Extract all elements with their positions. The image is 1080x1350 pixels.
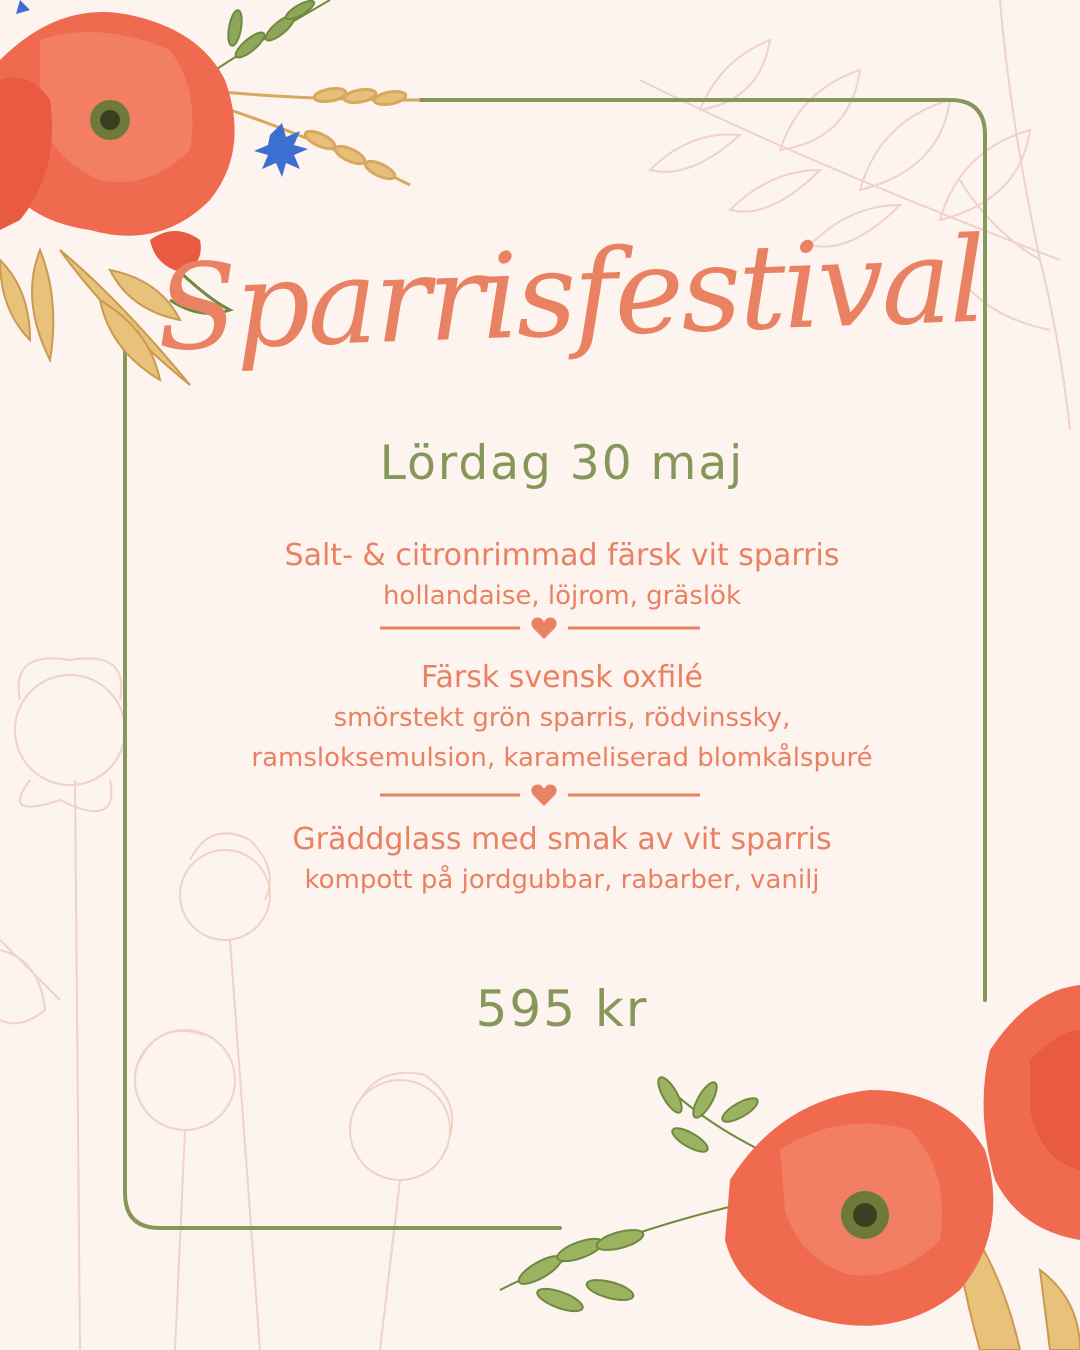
course-3-name: Gräddglass med smak av vit sparris [292, 822, 832, 857]
course-2-desc-line-1: smörstekt grön sparris, rödvinssky, [333, 703, 791, 733]
poppy-flower-icon [984, 985, 1080, 1240]
menu-price: 595 kr [475, 980, 649, 1038]
heart-divider-1 [380, 613, 700, 643]
festival-title: Sparrisfestival [154, 210, 986, 378]
course-2-name: Färsk svensk oxfilé [420, 660, 704, 695]
heart-icon [531, 618, 556, 640]
course-2-desc-line-2: ramsloksemulsion, karameliserad blomkålspuré [251, 743, 873, 773]
course-1-desc: hollandaise, löjrom, gräslök [382, 581, 742, 611]
heart-icon [531, 785, 556, 807]
course-1 [180, 536, 944, 616]
course-3-desc: kompott på jordgubbar, rabarber, vanilj [304, 865, 820, 895]
heart-divider-2 [380, 780, 700, 810]
poppy-flower-icon [725, 1090, 993, 1326]
course-2 [180, 658, 944, 778]
course-1-name: Salt- & citronrimmad färsk vit sparris [284, 538, 840, 573]
course-3 [180, 820, 944, 900]
event-date: Lördag 30 maj [379, 436, 745, 491]
